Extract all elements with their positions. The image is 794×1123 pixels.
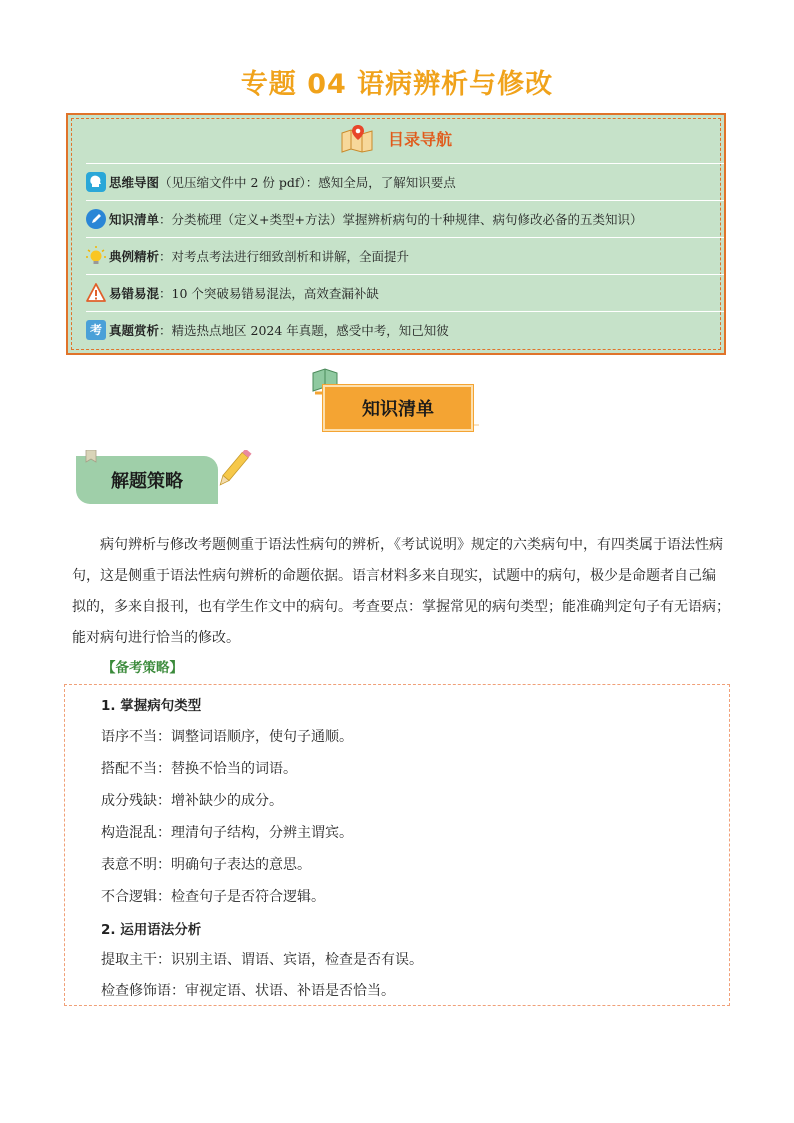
intro-line: 句，这是侧重于语法性病句辨析的命题依据。语言材料多来自现实，试题中的病句，极少是命题者自己编 [72,568,716,584]
toc-row-mindmap [86,163,724,200]
strategy-badge-label: 解题策略 [76,456,218,504]
pencil-circle-icon [86,209,106,229]
toc-label-realexam: 真题赏析 [109,323,160,338]
intro-line: 拟的，多来自报刊，也有学生作文中的病句。考查要点：掌握常见的病句类型；能准确判定句子有无语病； [72,599,730,615]
prep-item: 搭配不当：替换不恰当的词语。 [101,761,297,777]
toc-title: 目录导航 [387,129,452,149]
toc-panel [66,113,726,355]
toc-label-checklist: 知识清单 [109,212,160,227]
prep-strategy-box [64,684,730,1006]
prep-heading-2: 2. 运用语法分析 [101,922,202,938]
prep-item: 检查修饰语：审视定语、状语、补语是否恰当。 [101,983,395,999]
toc-row-checklist [86,200,724,237]
prep-item: 不合逻辑：检查句子是否符合逻辑。 [101,889,325,905]
intro-line: 能对病句进行恰当的修改。 [72,630,240,646]
toc-row-mistakes [86,274,724,311]
section-badge-label: 知识清单 [323,385,473,431]
toc-desc-realexam: ：精选热点地区 2024 年真题，感受中考，知己知彼 [159,323,449,338]
prep-heading-1: 1. 掌握病句类型 [101,698,202,714]
section-badge [307,365,487,437]
prep-item: 语序不当：调整词语顺序，使句子通顺。 [101,729,353,745]
strategy-badge [76,450,256,520]
toc-desc-mindmap: （见压缩文件中 2 份 pdf）：感知全局，了解知识要点 [159,175,456,190]
toc-label-examples: 典例精析 [109,249,160,264]
toc-desc-examples: ：对考点考法进行细致剖析和讲解，全面提升 [159,249,410,264]
kao-glyph: 考 [89,323,102,337]
lightbulb-icon [86,246,106,266]
intro-line: 病句辨析与修改考题侧重于语法性病句的辨析，《考试说明》规定的六类病句中，有四类属于语法性病 [100,537,723,553]
prep-item: 构造混乱：理清句子结构，分辨主谓宾。 [101,825,353,841]
toc-desc-mistakes: ：10 个突破易错易混法，高效查漏补缺 [159,286,379,301]
toc-label-mindmap: 思维导图 [109,175,160,190]
toc-desc-checklist: ：分类梳理（定义+类型+方法）掌握辨析病句的十种规律、病句修改必备的五类知识） [159,212,643,227]
toc-row-realexam [86,311,724,348]
toc-row-examples [86,237,724,274]
intro-paragraph [72,530,732,654]
warning-icon [86,283,106,303]
pencil-icon [76,450,256,520]
map-icon [340,123,374,153]
page-title: 专题 04 语病辨析与修改 [240,69,554,100]
toc-header [68,115,724,161]
prep-strategy-label: 【备考策略】 [102,660,183,676]
prep-item: 表意不明：明确句子表达的意思。 [101,857,311,873]
prep-item: 提取主干：识别主语、谓语、宾语，检查是否有误。 [101,952,423,968]
toc-label-mistakes: 易错易混 [109,286,160,301]
prep-item: 成分残缺：增补缺少的成分。 [101,793,283,809]
head-icon [86,172,106,192]
kao-icon [86,320,106,340]
